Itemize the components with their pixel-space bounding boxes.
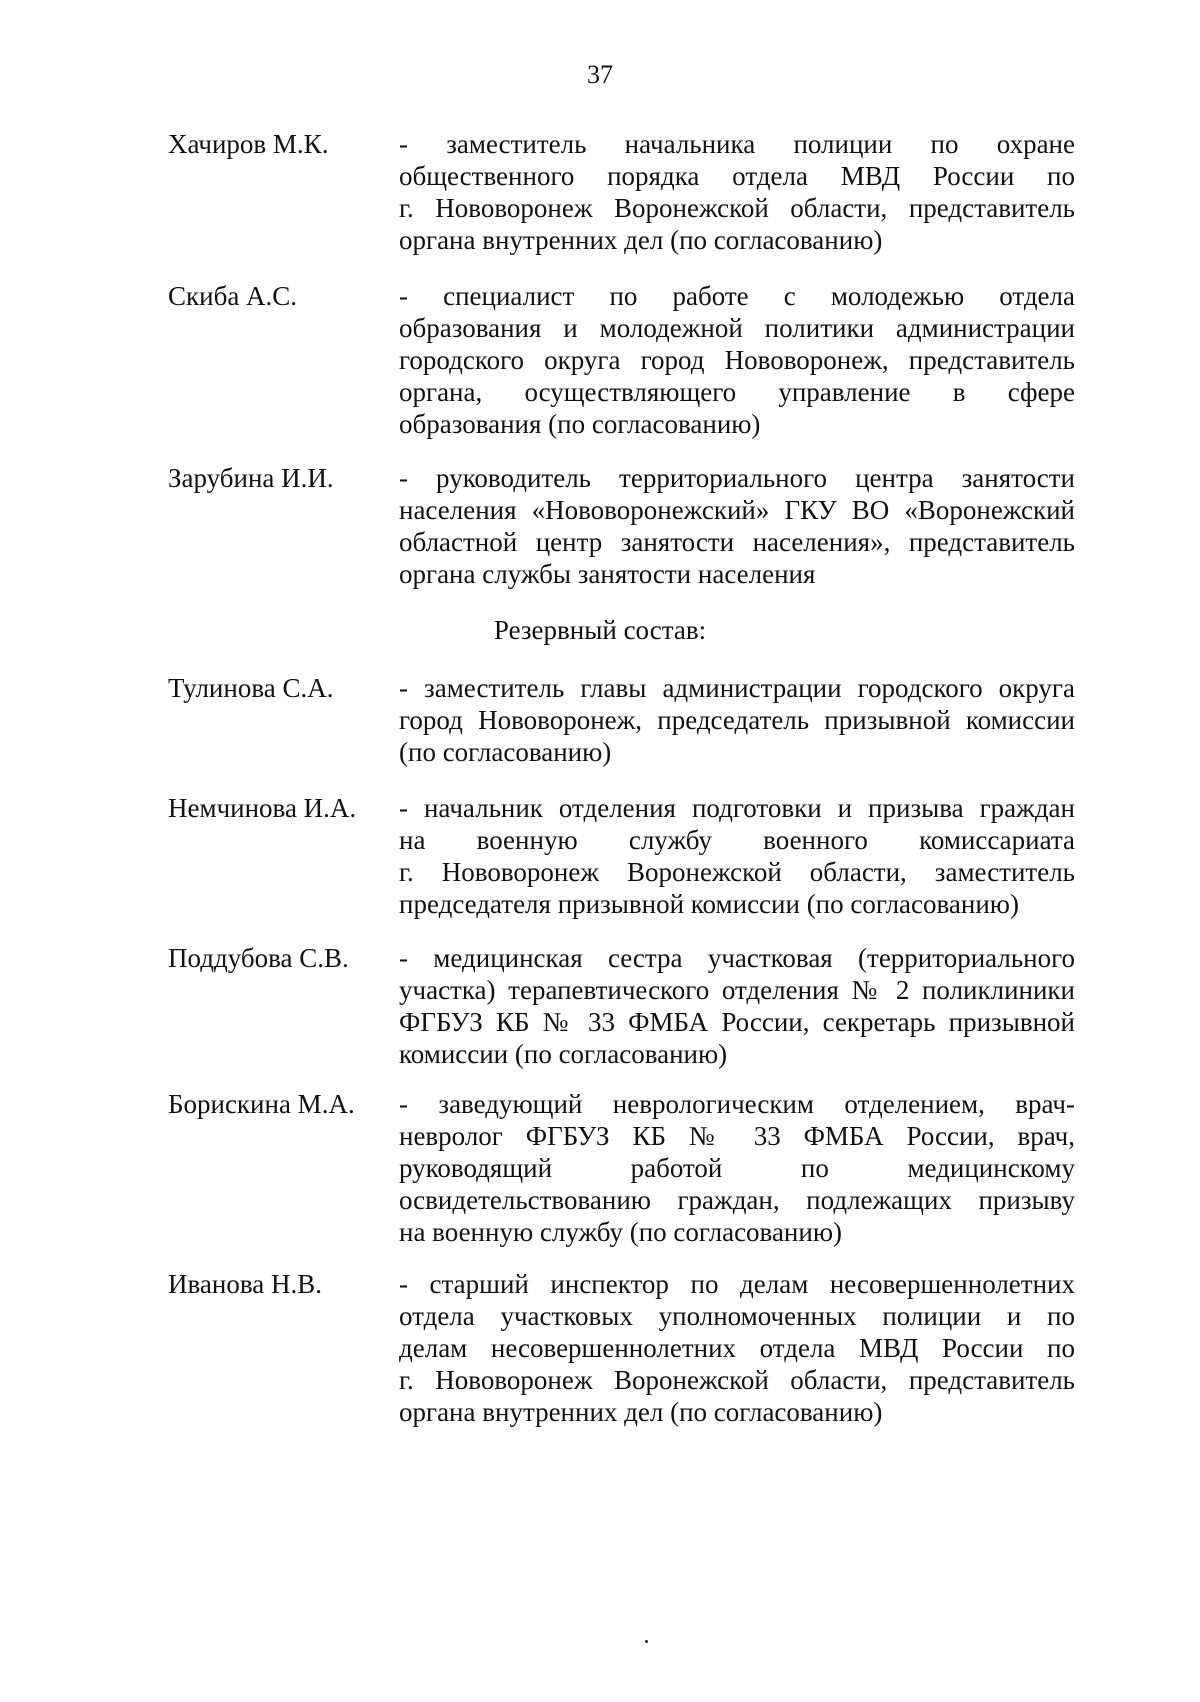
reserve-section-title: Резервный состав: <box>493 615 707 645</box>
role-line: освидетельствованию граждан, подлежащих призыву <box>399 1185 1075 1215</box>
member-name: Борискина М.А. <box>168 1089 355 1119</box>
role-line: на военную службу (по согласованию) <box>399 1217 842 1247</box>
role-line: - заместитель начальника полиции по охране <box>399 129 1075 159</box>
role-line: органа службы занятости населения <box>399 559 816 589</box>
role-line: ФГБУЗ КБ № 33 ФМБА России, секретарь призывной <box>399 1007 1075 1037</box>
member-name: Иванова Н.В. <box>168 1269 322 1299</box>
role-line: на военную службу военного комиссариата <box>399 825 1075 855</box>
role-line: невролог ФГБУЗ КБ № 33 ФМБА России, врач, <box>399 1121 1075 1151</box>
page-number: 37 <box>587 60 613 89</box>
role-line: населения «Нововоронежский» ГКУ ВО «Воронежский <box>399 495 1075 525</box>
role-line: органа внутренних дел (по согласованию) <box>399 225 883 255</box>
scan-speck <box>645 1640 648 1643</box>
role-line: - специалист по работе с молодежью отдела <box>399 281 1075 311</box>
role-line: органа внутренних дел (по согласованию) <box>399 1397 883 1427</box>
role-line: общественного порядка отдела МВД России по <box>399 161 1075 191</box>
role-line: г. Нововоронеж Воронежской области, заместитель <box>399 857 1075 887</box>
role-line: образования и молодежной политики администрации <box>399 313 1075 343</box>
member-role <box>399 280 1075 440</box>
member-name: Скиба А.С. <box>168 281 298 311</box>
role-line: - старший инспектор по делам несовершеннолетних <box>399 1269 1075 1299</box>
role-line: - начальник отделения подготовки и призыва граждан <box>399 793 1075 823</box>
role-line: председателя призывной комиссии (по согласованию) <box>399 889 1019 919</box>
role-line: г. Нововоронеж Воронежской области, представитель <box>399 1365 1075 1395</box>
member-name: Поддубова С.В. <box>168 943 349 973</box>
member-name: Тулинова С.А. <box>168 673 334 703</box>
role-line: комиссии (по согласованию) <box>399 1039 728 1069</box>
member-name: Зарубина И.И. <box>168 463 334 493</box>
role-line: образования (по согласованию) <box>399 409 761 439</box>
role-line: город Нововоронеж, председатель призывной комиссии <box>399 705 1075 735</box>
role-line: (по согласованию) <box>399 737 612 767</box>
role-line: - руководитель территориального центра занятости <box>399 463 1075 493</box>
member-name: Хачиров М.К. <box>168 129 329 159</box>
role-line: г. Нововоронеж Воронежской области, представитель <box>399 193 1075 223</box>
role-line: участка) терапевтического отделения № 2 поликлиники <box>399 975 1075 1005</box>
member-role <box>399 942 1075 1070</box>
role-line: областной центр занятости населения», представитель <box>399 527 1075 557</box>
role-line: - заведующий неврологическим отделением, врач- <box>399 1089 1075 1119</box>
member-role <box>399 462 1075 590</box>
member-role <box>399 792 1075 920</box>
role-line: руководящий работой по медицинскому <box>399 1153 1075 1183</box>
role-line: органа, осуществляющего управление в сфере <box>399 377 1075 407</box>
member-role <box>399 1088 1075 1248</box>
role-line: делам несовершеннолетних отдела МВД России по <box>399 1333 1075 1363</box>
member-role <box>399 128 1075 256</box>
role-line: - медицинская сестра участковая (территориального <box>399 943 1075 973</box>
member-role <box>399 672 1075 768</box>
member-role <box>399 1268 1075 1428</box>
role-line: - заместитель главы администрации городского округа <box>399 673 1075 703</box>
role-line: отдела участковых уполномоченных полиции и по <box>399 1301 1075 1331</box>
member-name: Немчинова И.А. <box>168 793 357 823</box>
role-line: городского округа город Нововоронеж, представитель <box>399 345 1075 375</box>
